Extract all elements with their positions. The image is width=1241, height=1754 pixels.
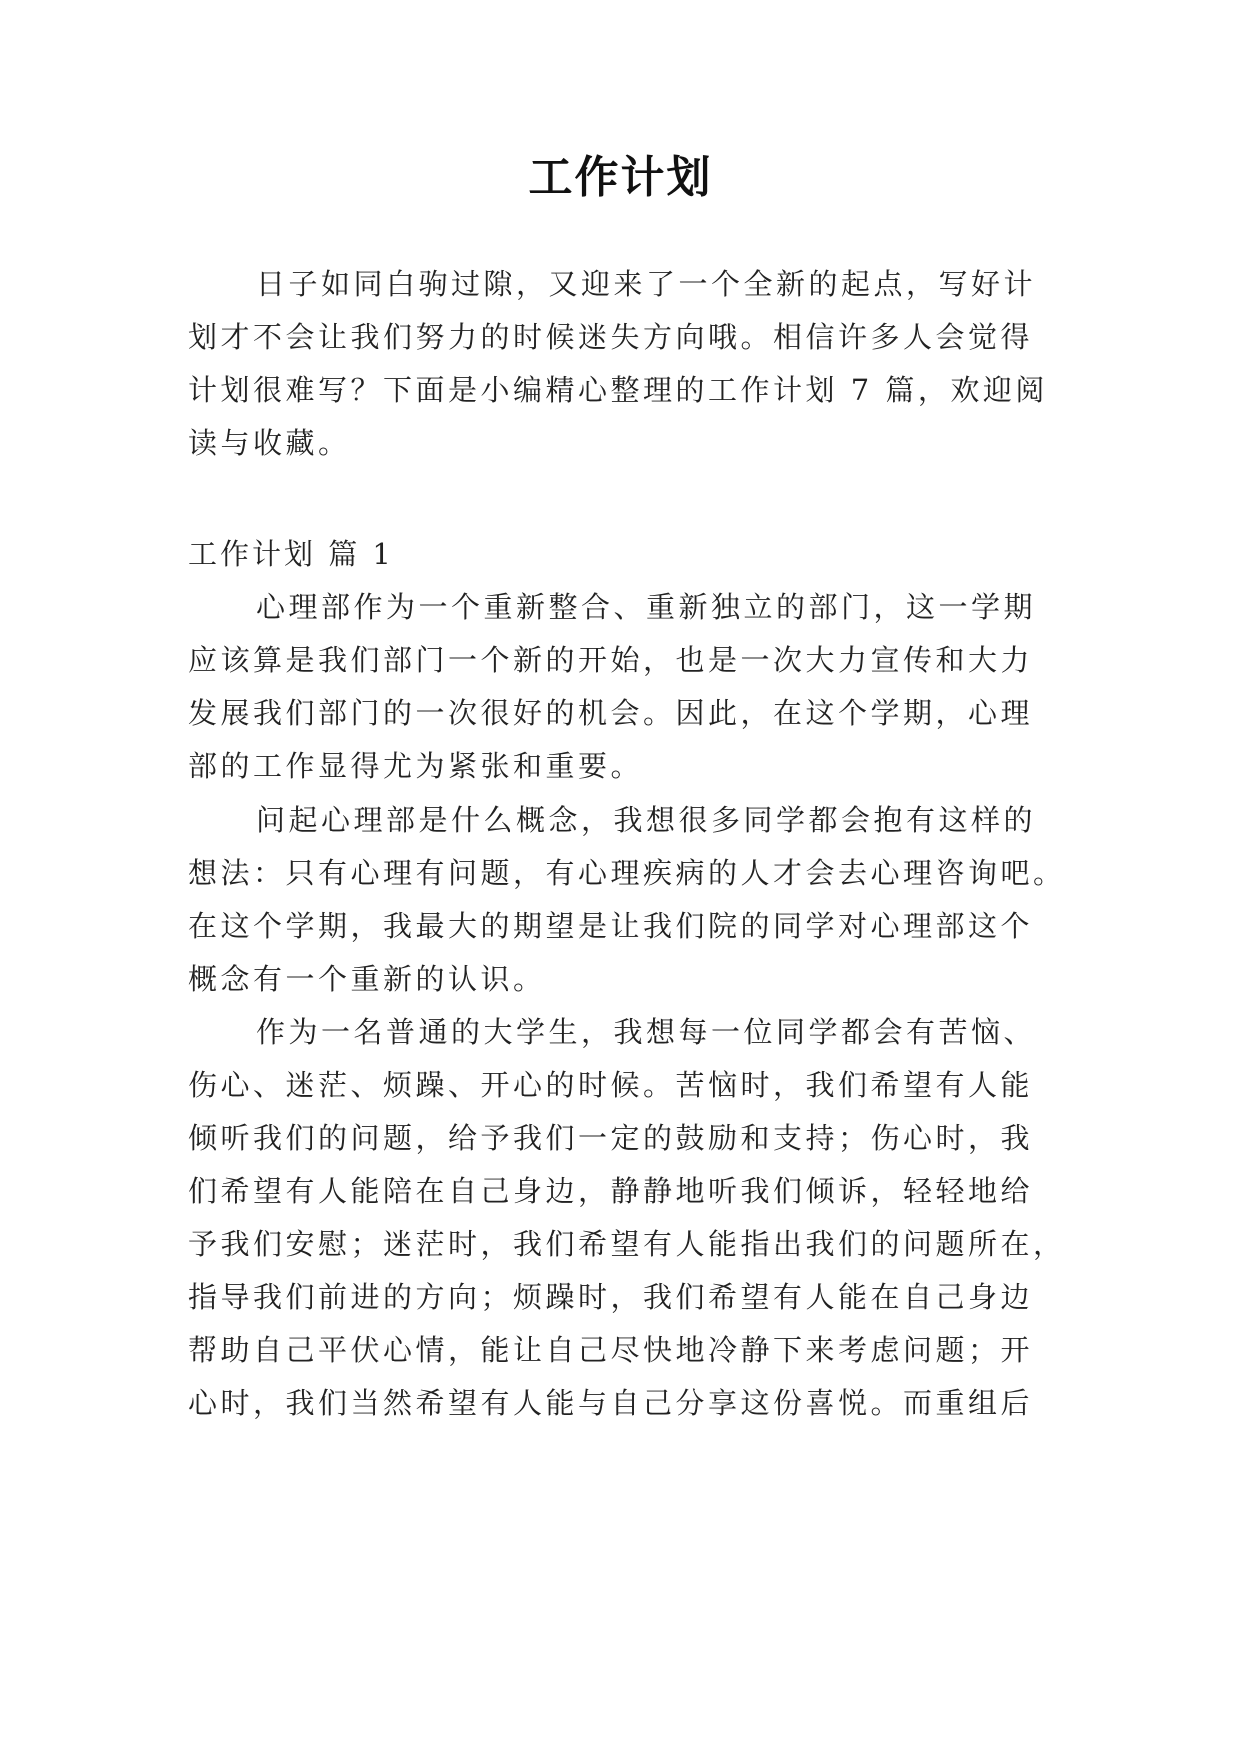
paragraph2-line-1: 问起心理部是什么概念，我想很多同学都会抱有这样的 [256,803,1037,837]
intro-line-2: 划才不会让我们努力的时候迷失方向哦。相信许多人会觉得 [188,320,1034,354]
paragraph3-line-3: 倾听我们的问题，给予我们一定的鼓励和支持；伤心时，我 [188,1121,1034,1155]
intro-line-4: 读与收藏。 [188,426,351,460]
paragraph2-line-4: 概念有一个重新的认识。 [188,962,546,996]
paragraph1-line-2: 应该算是我们部门一个新的开始，也是一次大力宣传和大力 [188,643,1034,677]
paragraph1-line-3: 发展我们部门的一次很好的机会。因此，在这个学期，心理 [188,696,1034,730]
paragraph1-line-1: 心理部作为一个重新整合、重新独立的部门，这一学期 [256,590,1037,624]
paragraph3-line-5: 予我们安慰；迷茫时，我们希望有人能指出我们的问题所在， [188,1227,1066,1261]
intro-line-1: 日子如同白驹过隙，又迎来了一个全新的起点，写好计 [256,267,1037,301]
paragraph3-line-2: 伤心、迷茫、烦躁、开心的时候。苦恼时，我们希望有人能 [188,1068,1034,1102]
document-title: 工作计划 [528,152,713,203]
paragraph3-line-7: 帮助自己平伏心情，能让自己尽快地冷静下来考虑问题；开 [188,1333,1034,1367]
paragraph2-line-3: 在这个学期，我最大的期望是让我们院的同学对心理部这个 [188,909,1034,943]
paragraph3-line-1: 作为一名普通的大学生，我想每一位同学都会有苦恼、 [256,1015,1037,1049]
section-heading: 工作计划 篇 1 [188,537,394,571]
paragraph3-line-4: 们希望有人能陪在自己身边，静静地听我们倾诉，轻轻地给 [188,1174,1034,1208]
paragraph3-line-8: 心时，我们当然希望有人能与自己分享这份喜悦。而重组后 [188,1386,1034,1420]
paragraph2-line-2: 想法：只有心理有问题，有心理疾病的人才会去心理咨询吧。 [188,856,1066,890]
paragraph3-line-6: 指导我们前进的方向；烦躁时，我们希望有人能在自己身边 [188,1280,1034,1314]
paragraph1-line-4: 部的工作显得尤为紧张和重要。 [188,749,644,783]
intro-line-3: 计划很难写？下面是小编精心整理的工作计划 7 篇，欢迎阅 [188,373,1048,407]
